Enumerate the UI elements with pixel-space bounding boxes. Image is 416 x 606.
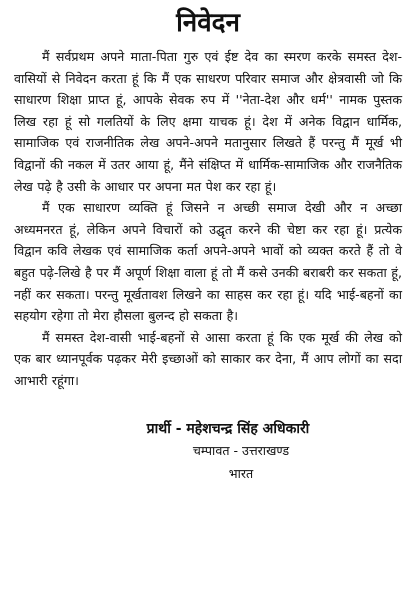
paragraph-1: मैं सर्वप्रथम अपने माता-पिता गुरु एवं ईष्ट देव का स्मरण करके समस्त देश-वासियों से निवेदन करता हूं कि मैं एक साधरण परिवार समाज और क्षेत्रवासी जो कि साधारण शिक्षा प्राप्त हूं, आपके सेवक रुप में ''नेता-देश और धर्म'' नामक पुस्तक लिख रहा हूं सो गलतियों के लिए क्षमा याचक हूं। देश में अनेक विद्वान धार्मिक, सामाजिक एवं राजनीतिक लेख अपने-अपने मतानुसार लिखते हैं परन्तु मैं मूर्ख भी विद्वानों की नकल में उतर आया हूं, मैंने संक्षिप्त में धार्मिक-सामाजिक और राजनैतिक लेख पढ़े है उसी के आधार पर अपना मत पेश कर रहा हूं। (14, 49, 402, 194)
document-body (14, 46, 402, 392)
page-title: निवेदन (176, 8, 240, 38)
paragraph-2: मैं एक साधारण व्यक्ति हूं जिसने न अच्छी समाज देखी और न अच्छा अध्यमनरत हूं, लेकिन अपने विचारों को उद्घृत करने की चेष्टा कर रहा हूं। प्रत्येक विद्वान कवि लेखक एवं सामाजिक कर्ता अपने-अपने भावों को व्यक्त करते हैं तो वे बहुत पढ़े-लिखे है पर मैं अपूर्ण शिक्षा वाला हूं तो मैं कसे उनकी बराबरी कर सकता हूं, नहीं कर सकता। परन्तु मूर्खतावश लिखने का साहस कर रहा हूं। यदि भाई-बहनों का सहयोग रहेगा तो मेरा हौसला बुलन्द हो सकता है। (14, 200, 402, 324)
signature-block (14, 418, 402, 486)
signature-name: प्रार्थी - महेशचन्द्र सिंह अधिकारी (146, 420, 310, 437)
paragraph-3: मैं समस्त देश-वासी भाई-बहनों से आसा करता हूं कि एक मूर्ख की लेख को एक बार ध्यानपूर्वक पढ़कर मेरी इच्छाओं को साकार कर देना, मैं आप लोगों का सदा आभारी रहूंगा। (14, 329, 402, 388)
signature-country: भारत (228, 465, 254, 481)
signature-place: चम्पावत - उत्तराखण्ड (192, 442, 290, 458)
